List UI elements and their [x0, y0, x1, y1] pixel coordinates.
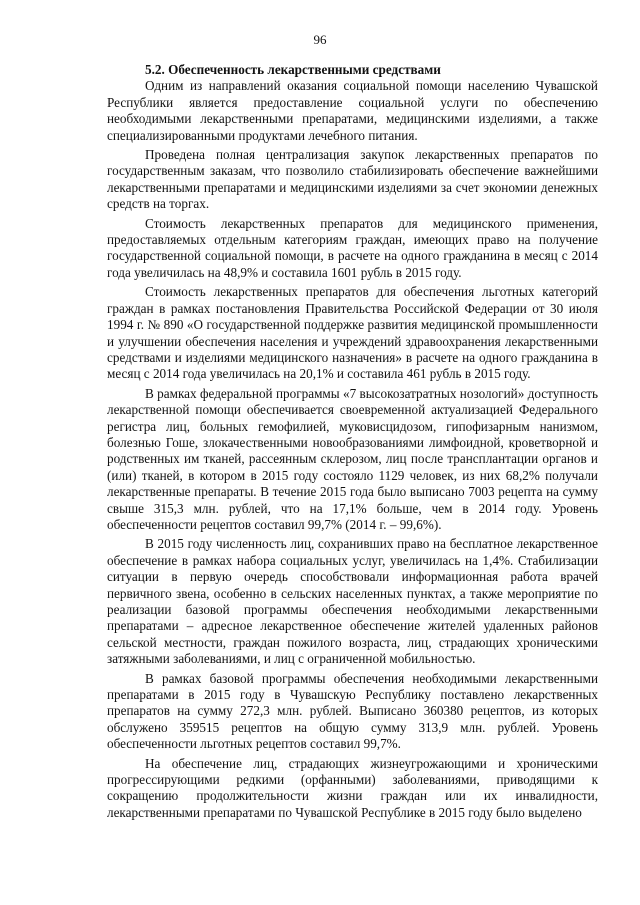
paragraph: В 2015 году численность лиц, сохранивших право на бесплатное лекарственное обеспечение в рамках набора социальных услуг, увеличилась на 1,4%. Стабилизации ситуации в первую очередь способствовали информационная работа врачей первичного звена, особенно в сельских населенных пунктах, а также мероприятие по реализации базовой программы обеспечения необходимыми лекарственными препаратами – адресное лекарственное обеспечение жителей удаленных районов сельской местности, граждан пожилого возраста, лиц, страдающих хроническими затяжными заболеваниями, и лиц с ограниченной мобильностью.: [107, 536, 598, 667]
paragraph: Одним из направлений оказания социальной помощи населению Чувашской Республики является предоставление социальной услуги по обеспечению необходимыми лекарственными препаратами, медицинскими изделиями, а также специализированными продуктами лечебного питания.: [107, 78, 598, 143]
page-content: [107, 62, 598, 824]
page-number: 96: [313, 32, 327, 47]
paragraph: На обеспечение лиц, страдающих жизнеугрожающими и хроническими прогрессирующими редкими (орфанными) заболеваниями, приводящими к сокращению продолжительности жизни граждан или их инвалидности, лекарственными препаратами по Чувашской Республике в 2015 году было выделено: [107, 755, 598, 820]
paragraph: Стоимость лекарственных препаратов для обеспечения льготных категорий граждан в рамках постановления Правительства Российской Федерации от 30 июля 1994 г. № 890 «О государственной поддержке развития медицинской промышленности и улучшении обеспечения населения и учреждений здравоохранения лекарственными средствами и изделиями медицинского назначения» в расчете на одного гражданина в месяц с 2014 года увеличилась на 20,1% и составила 461 рубль в 2015 году.: [107, 284, 598, 382]
paragraph: В рамках базовой программы обеспечения необходимыми лекарственными препаратами в 2015 году в Чувашскую Республику поставлено лекарственных препаратов на сумму 272,3 млн. рублей. Выписано 360380 рецептов, из которых обслужено 359515 рецептов на общую сумму 313,9 млн. рублей. Уровень обеспеченности льготных рецептов составил 99,7%.: [107, 670, 598, 752]
paragraph: Проведена полная централизация закупок лекарственных препаратов по государственным заказам, что позволило стабилизировать обеспечение важнейшими лекарственными препаратами и медицинскими изделиями за счет экономии денежных средств на торгах.: [107, 147, 598, 212]
paragraph: В рамках федеральной программы «7 высокозатратных нозологий» доступность лекарственной помощи обеспечивается своевременной актуализацией Федерального регистра лиц, больных гемофилией, муковисцидозом, гипофизарным нанизмом, болезнью Гоше, злокачественными новообразованиями лимфоидной, кроветворной и родственных им тканей, рассеянным склерозом, лиц после трансплантации органов и (или) тканей, в котором в 2015 году состояло 1129 человек, из них 68,2% получали лекарственные препараты. В течение 2015 года было выписано 7003 рецепта на сумму свыше 315,3 млн. рублей, что на 17,1% больше, чем в 2014 году. Уровень обеспеченности рецептов составил 99,7% (2014 г. – 99,6%).: [107, 385, 598, 532]
paragraph: Стоимость лекарственных препаратов для медицинского применения, предоставляемых отдельным категориям граждан, имеющих право на получение государственной социальной помощи, в расчете на одного гражданина в месяц с 2014 года увеличилась на 48,9% и составила 1601 рубль в 2015 году.: [107, 215, 598, 280]
section-title: 5.2. Обеспеченность лекарственными средствами: [145, 62, 441, 77]
